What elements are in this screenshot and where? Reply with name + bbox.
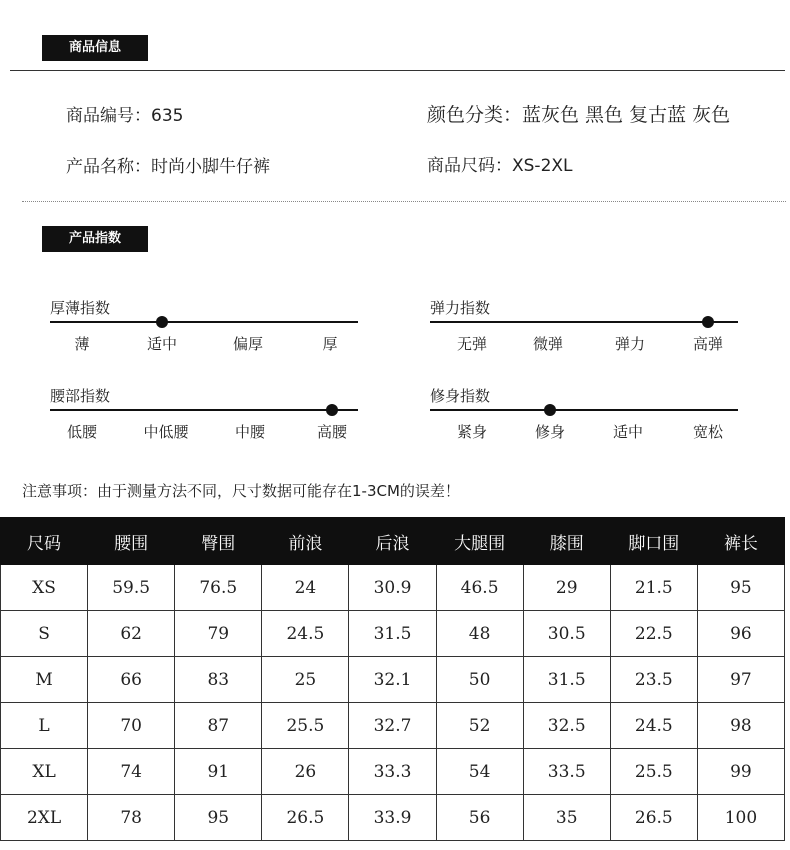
table-cell: 56	[436, 795, 523, 841]
size-table-header-row	[1, 518, 785, 565]
table-cell: 31.5	[523, 657, 610, 703]
table-cell: 54	[436, 749, 523, 795]
table-cell: 24.5	[262, 611, 349, 657]
column-header: 尺码	[1, 518, 88, 565]
color-category-label: 颜色分类：	[427, 104, 523, 126]
table-cell: 100	[697, 795, 784, 841]
table-cell: 96	[697, 611, 784, 657]
gauge-level: 修身	[534, 423, 565, 441]
table-cell: 32.5	[523, 703, 610, 749]
gauge-level: 宽松	[692, 423, 723, 441]
gauge-level: 微弹	[532, 335, 563, 353]
gauge-title: 弹力指数	[430, 299, 491, 317]
column-header: 脚口围	[610, 518, 697, 565]
table-cell: 25.5	[262, 703, 349, 749]
table-cell: 99	[697, 749, 784, 795]
gauge-level: 高腰	[316, 423, 347, 441]
gauge-level: 偏厚	[232, 335, 263, 353]
gauge-level: 适中	[146, 335, 177, 353]
table-cell: 26.5	[262, 795, 349, 841]
table-cell: 59.5	[88, 565, 175, 611]
gauge-line	[50, 321, 358, 323]
table-cell: 70	[88, 703, 175, 749]
waist-gauge	[50, 385, 358, 445]
section-tag-product-index: 产品指数	[42, 226, 148, 252]
gauge-marker	[544, 404, 556, 416]
size-table	[0, 517, 785, 841]
table-cell: 78	[88, 795, 175, 841]
thickness-gauge	[50, 297, 358, 357]
gauge-level: 适中	[612, 423, 643, 441]
table-cell: M	[1, 657, 88, 703]
table-cell: 87	[175, 703, 262, 749]
gauge-level: 弹力	[614, 335, 645, 353]
table-row	[1, 657, 785, 703]
column-header: 后浪	[349, 518, 436, 565]
size-range-value: XS-2XL	[512, 156, 573, 176]
table-cell: 31.5	[349, 611, 436, 657]
product-code-value: 635	[151, 106, 184, 126]
table-cell: 32.1	[349, 657, 436, 703]
table-cell: 48	[436, 611, 523, 657]
table-row	[1, 749, 785, 795]
table-cell: 35	[523, 795, 610, 841]
gauge-marker	[702, 316, 714, 328]
table-cell: 66	[88, 657, 175, 703]
gauge-level: 高弹	[692, 335, 723, 353]
table-row	[1, 703, 785, 749]
table-cell: 33.9	[349, 795, 436, 841]
table-cell: S	[1, 611, 88, 657]
fit-gauge	[430, 385, 738, 445]
table-cell: 33.5	[523, 749, 610, 795]
column-header: 腰围	[88, 518, 175, 565]
gauge-marker	[156, 316, 168, 328]
gauge-marker	[326, 404, 338, 416]
table-cell: 95	[697, 565, 784, 611]
table-cell: L	[1, 703, 88, 749]
table-cell: 74	[88, 749, 175, 795]
table-cell: 76.5	[175, 565, 262, 611]
table-cell: 30.5	[523, 611, 610, 657]
table-cell: 79	[175, 611, 262, 657]
gauge-title: 厚薄指数	[50, 299, 111, 317]
color-category-value: 蓝灰色 黑色 复古蓝 灰色	[522, 104, 731, 126]
gauge-level: 薄	[74, 335, 90, 353]
column-header: 大腿围	[436, 518, 523, 565]
table-cell: 25	[262, 657, 349, 703]
table-cell: 30.9	[349, 565, 436, 611]
gauge-level: 紧身	[456, 423, 487, 441]
measurement-note: 注意事项：由于测量方法不同，尺寸数据可能存在1-3CM的误差！	[22, 482, 460, 500]
size-range-label: 商品尺码：	[427, 156, 512, 176]
table-cell: 95	[175, 795, 262, 841]
table-cell: 24.5	[610, 703, 697, 749]
section-tag-product-info: 商品信息	[42, 35, 148, 61]
table-row	[1, 795, 785, 841]
gauge-level: 低腰	[66, 423, 97, 441]
product-name	[66, 152, 270, 177]
table-row	[1, 611, 785, 657]
table-cell: 33.3	[349, 749, 436, 795]
gauge-line	[430, 321, 738, 323]
gauge-line	[50, 409, 358, 411]
table-cell: 29	[523, 565, 610, 611]
product-name-label: 产品名称：	[66, 157, 151, 177]
gauge-level: 厚	[322, 335, 338, 353]
table-cell: 25.5	[610, 749, 697, 795]
table-cell: 62	[88, 611, 175, 657]
table-cell: 23.5	[610, 657, 697, 703]
column-header: 臀围	[175, 518, 262, 565]
table-cell: 91	[175, 749, 262, 795]
table-cell: 97	[697, 657, 784, 703]
table-row	[1, 565, 785, 611]
table-cell: XS	[1, 565, 88, 611]
dotted-divider	[22, 201, 786, 202]
table-cell: 52	[436, 703, 523, 749]
gauge-level: 无弹	[456, 335, 487, 353]
table-cell: 21.5	[610, 565, 697, 611]
gauge-level: 中低腰	[143, 423, 189, 441]
elasticity-gauge	[430, 297, 738, 357]
product-code-label: 商品编号：	[66, 106, 151, 126]
gauge-level: 中腰	[234, 423, 265, 441]
column-header: 膝围	[523, 518, 610, 565]
table-cell: 50	[436, 657, 523, 703]
table-cell: 46.5	[436, 565, 523, 611]
color-category	[427, 100, 730, 127]
table-cell: XL	[1, 749, 88, 795]
product-code	[66, 101, 183, 126]
gauge-title: 修身指数	[430, 387, 491, 405]
column-header: 前浪	[262, 518, 349, 565]
table-cell: 26.5	[610, 795, 697, 841]
table-cell: 32.7	[349, 703, 436, 749]
column-header: 裤长	[697, 518, 784, 565]
section-divider	[10, 70, 785, 71]
table-cell: 98	[697, 703, 784, 749]
table-cell: 2XL	[1, 795, 88, 841]
product-name-value: 时尚小脚牛仔裤	[151, 157, 270, 177]
table-cell: 24	[262, 565, 349, 611]
product-size-range	[427, 151, 573, 176]
table-cell: 26	[262, 749, 349, 795]
table-cell: 22.5	[610, 611, 697, 657]
gauge-title: 腰部指数	[50, 387, 111, 405]
table-cell: 83	[175, 657, 262, 703]
gauge-line	[430, 409, 738, 411]
